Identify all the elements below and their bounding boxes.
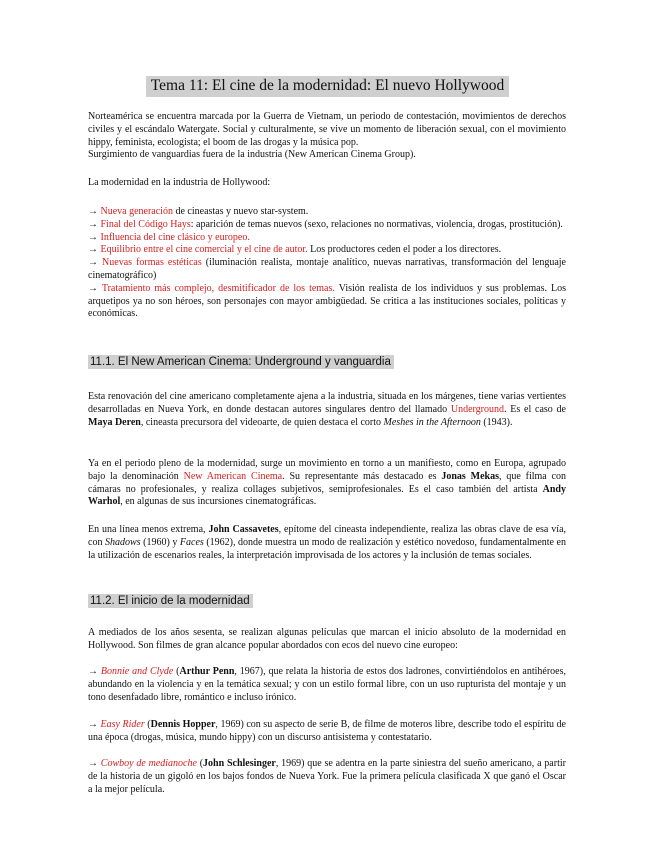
text: , cineasta precursora del videoarte, de quien destaca el corto — [140, 416, 384, 428]
text: Ya en el periodo pleno de la modernidad, surge un movimiento en torno a un manifiesto, como en Europa, agrupado bajo la denominación — [88, 458, 566, 482]
bullet-highlight: Influencia del cine clásico y europeo. — [100, 231, 250, 243]
bullet-item — [88, 232, 566, 245]
text: . Su representante más destacado es — [282, 470, 442, 482]
director-name: John Schlesinger — [203, 758, 276, 769]
film-title: Bonnie and Clyde — [100, 666, 174, 677]
text: , en algunas de sus incursiones cinematográficas. — [120, 496, 317, 508]
arrow-icon: → — [88, 257, 98, 269]
bullet-text: de cineastas y nuevo star-system. — [172, 206, 309, 217]
film-title: Easy Rider — [100, 719, 145, 730]
bullet-text: Los productores ceden el poder a los directores. — [307, 244, 502, 256]
text: Esta renovación del cine americano completamente ajena a la industria, situada en los márgenes, tiene varias vertientes desarrolladas en Nueva York, en donde destacan autores singulares dentro del llamado — [88, 391, 566, 415]
page-title: Tema 11: El cine de la modernidad: El nuevo Hollywood — [146, 76, 509, 97]
text: , epítome del cineasta independiente, realiza las obras clave de esa vía, con — [88, 524, 567, 548]
bullet-item — [88, 283, 566, 321]
film-description: , que relata la historia de estos dos ladrones, convirtiéndolos en antihéroes, abundando en la violencia y en la temática sexual; y con un estilo formal libre, con un uso rupturista del montaje y un tono desenfadado libre, romántico e incluso irónico. — [88, 666, 566, 703]
bullet-text: (iluminación realista, montaje analítico, nuevas narrativas, transformación del lenguaje cinematográfico) — [88, 257, 566, 281]
bullet-text: : aparición de temas nuevos (sexo, relaciones no normativas, violencia, drogas, prostitución). — [190, 218, 563, 230]
text: , que filma con cámaras no profesionales, y realiza collages subjetivos, semiprofesionales. Es el caso también del artista — [88, 470, 566, 495]
film-title: Meshes in the Afternoon — [383, 416, 481, 428]
modernity-intro-paragraph: A mediados de los años sesenta, se realizan algunas películas que marcan el inicio absoluto de la modernidad en Hollywood. Son filmes de gran alcance popular abordados con ecos del nuevo cine europeo: — [88, 627, 566, 651]
bullet-highlight: Tratamiento más complejo, desmitificador de los temas. — [101, 282, 335, 294]
arrow-icon: → — [88, 218, 98, 230]
film-year: , 1969) — [275, 758, 305, 769]
bullet-highlight: Nuevas formas estéticas — [102, 257, 202, 269]
film-entry-bonnie-and-clyde: → Bonnie and Clyde (Arthur Penn, 1967), que relata la historia de estos dos ladrones, convirtiéndolos en antihéroes, abundando en la violencia y en la temática sexual; y con un estilo formal libre, con un uso rupturista del montaje y un tono desenfadado libre, romántico e incluso irónico. — [88, 666, 566, 703]
director-name: John Cassavetes — [208, 524, 279, 535]
director-name: Maya Deren — [88, 416, 141, 428]
text: (1962), donde muestra un modo de realización y estético novedoso, fundamentalmente en la utilización de escenarios reales, la interpretación improvisada de los actores y la inclusión de temas sociales. — [88, 536, 566, 561]
arrow-icon: → — [88, 282, 98, 294]
text: (1943). — [480, 416, 513, 428]
director-name: Jonas Mekas — [441, 470, 499, 482]
artist-name: Andy Warhol — [88, 483, 566, 508]
arrow-icon: → — [88, 206, 98, 217]
film-title: Shadows — [105, 536, 141, 548]
intro-paragraph — [88, 111, 566, 162]
underground-paragraph — [88, 391, 566, 429]
bullet-highlight: Final del Código Hays — [100, 218, 191, 230]
underground-highlight: Underground — [450, 403, 504, 415]
bullet-text: Visión realista de los individuos y sus problemas. Los arquetipos ya no son héroes, son personajes con mayor ambigüedad. Se critica a las instituciones sociales, políticas y económicas. — [88, 282, 566, 320]
text: En una línea menos extrema, — [88, 524, 209, 535]
section-heading-modernity-start: 11.2. El inicio de la modernidad — [88, 594, 253, 608]
intro-text: Norteamérica se encuentra marcada por la Guerra de Vietnam, un periodo de contestación, movimientos de derechos civiles y el escándalo Watergate. Social y culturalmente, se vive un momento de liberación sexual, con el movimiento hippy, feminista, ecologista; el boom de las drogas y la música pop. — [88, 111, 566, 148]
cassavetes-paragraph — [88, 524, 566, 562]
new-american-cinema-paragraph — [88, 458, 566, 509]
film-title: Faces — [179, 536, 204, 548]
page-title-wrap — [0, 76, 655, 97]
bullet-item — [88, 257, 566, 283]
text: . Es el caso de — [504, 403, 566, 415]
film-year: , 1969) — [215, 719, 244, 730]
bullet-item — [88, 219, 566, 232]
text: (1960) y — [140, 536, 180, 548]
bullet-item — [88, 244, 566, 257]
film-year: , 1967) — [234, 666, 264, 677]
arrow-icon: → — [88, 758, 98, 769]
section-heading-new-american-cinema: 11.1. El New American Cinema: Underground y vanguardia — [88, 355, 394, 369]
intro-modernity-label: La modernidad en la industria de Hollywood: — [88, 177, 271, 188]
film-description: que se adentra en la parte siniestra del sueño americano, a partir de la historia de un gigoló en los bajos fondos de Nueva York. Fue la primera película clasificada X que ganó el Oscar a la mejor película. — [88, 758, 566, 795]
film-entry-cowboy-de-medianoche: → Cowboy de medianoche (John Schlesinger, 1969) que se adentra en la parte siniestra del sueño americano, a partir de la historia de un gigoló en los bajos fondos de Nueva York. Fue la primera película clasificada X que ganó el Oscar a la mejor película. — [88, 758, 566, 795]
modernity-bullet-list — [88, 206, 566, 321]
director-name: Arthur Penn — [179, 666, 235, 677]
film-title: Cowboy de medianoche — [100, 758, 197, 769]
film-description: con su aspecto de serie B, de filme de moteros libre, describe todo el espíritu de una época (drogas, música, mundo hippy) con un discurso antisistema y contestatario. — [88, 719, 566, 743]
arrow-icon: → — [88, 666, 98, 677]
bullet-highlight: Equilibrio entre el cine comercial y el cine de autor. — [100, 244, 308, 256]
arrow-icon: → — [88, 231, 98, 243]
intro-vanguard-line: Surgimiento de vanguardias fuera de la industria (New American Cinema Group). — [88, 149, 416, 161]
arrow-icon: → — [88, 244, 98, 256]
bullet-highlight: Nueva generación — [100, 206, 173, 217]
film-entry-easy-rider: → Easy Rider (Dennis Hopper, 1969) con su aspecto de serie B, de filme de moteros libre, describe todo el espíritu de una época (drogas, música, mundo hippy) con un discurso antisistema y contestatario. — [88, 719, 566, 743]
new-american-cinema-highlight: New American Cinema — [183, 470, 283, 482]
bullet-item — [88, 206, 566, 219]
director-name: Dennis Hopper — [150, 719, 216, 730]
arrow-icon: → — [88, 719, 98, 730]
